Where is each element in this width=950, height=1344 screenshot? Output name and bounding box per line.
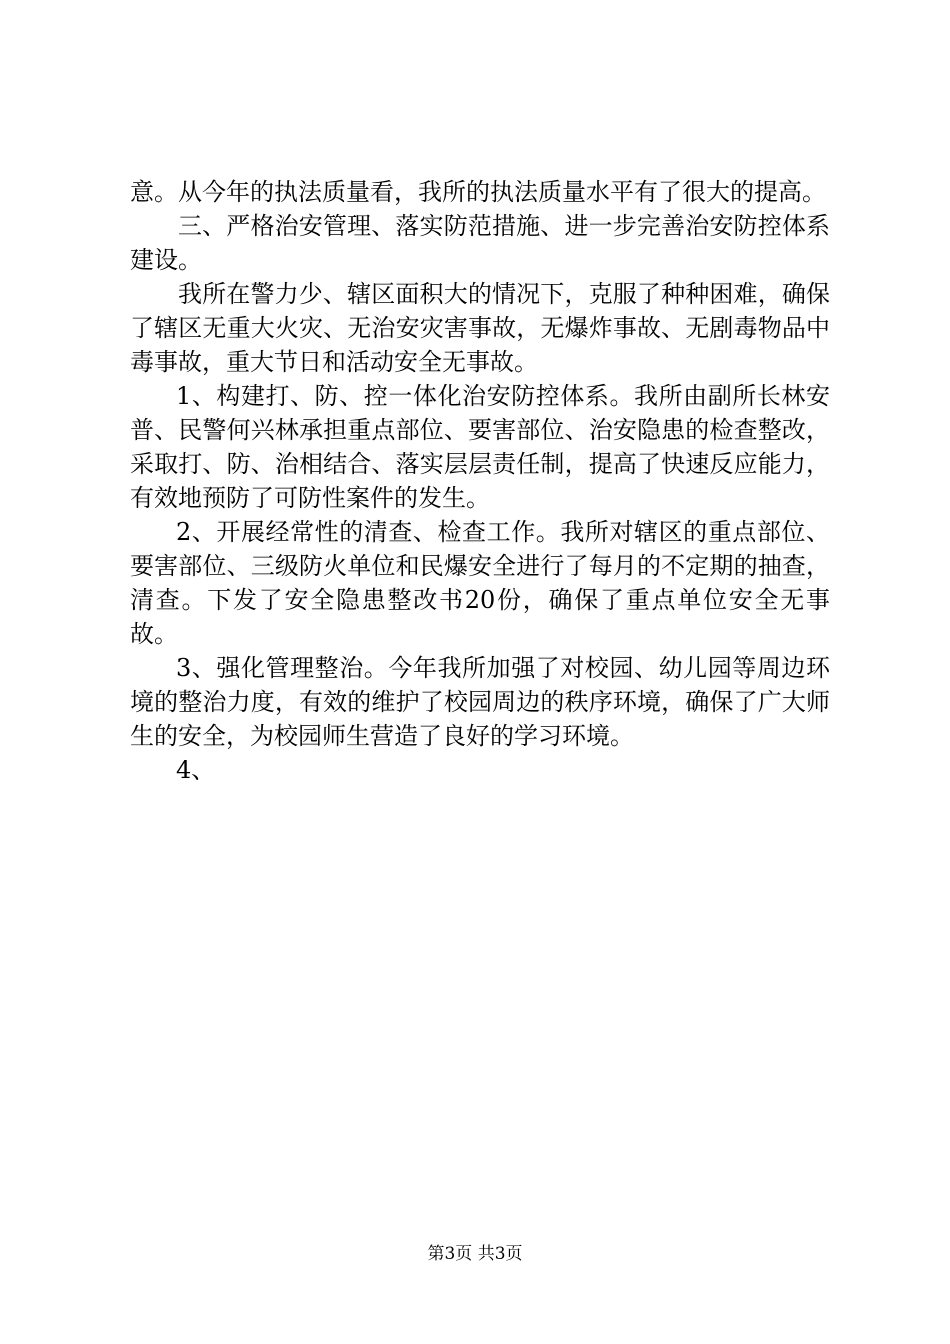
page-number-label: 第3页 共3页 (427, 1244, 523, 1264)
paragraph-item-2: 2、开展经常性的清查、检查工作。我所对辖区的重点部位、要害部位、三级防火单位和民爆安全进行了每月的不定期的抽查，清查。下发了安全隐患整改书20份，确保了重点单位安全无事故。 (130, 518, 830, 648)
section-heading-3: 三、严格治安管理、落实防范措施、进一步完善治安防控体系建设。 (130, 212, 830, 274)
paragraph-item-1: 1、构建打、防、控一体化治安防控体系。我所由副所长林安普、民警何兴林承担重点部位、要害部位、治安隐患的检查整改，采取打、防、治相结合、落实层层责任制，提高了快速反应能力，有效地预防了可防性案件的发生。 (130, 382, 830, 512)
page-footer (0, 1243, 950, 1265)
document-body (130, 175, 830, 787)
paragraph-item-4: 4、 (176, 756, 216, 784)
paragraph-item-3: 3、强化管理整治。今年我所加强了对校园、幼儿园等周边环境的整治力度，有效的维护了校园周边的秩序环境，确保了广大师生的安全，为校园师生营造了良好的学习环境。 (130, 654, 830, 750)
paragraph-intro: 我所在警力少、辖区面积大的情况下，克服了种种困难，确保了辖区无重大火灾、无治安灾害事故，无爆炸事故、无剧毒物品中毒事故，重大节日和活动安全无事故。 (130, 280, 830, 376)
paragraph-continuation: 意。从今年的执法质量看，我所的执法质量水平有了很大的提高。 (130, 178, 826, 206)
